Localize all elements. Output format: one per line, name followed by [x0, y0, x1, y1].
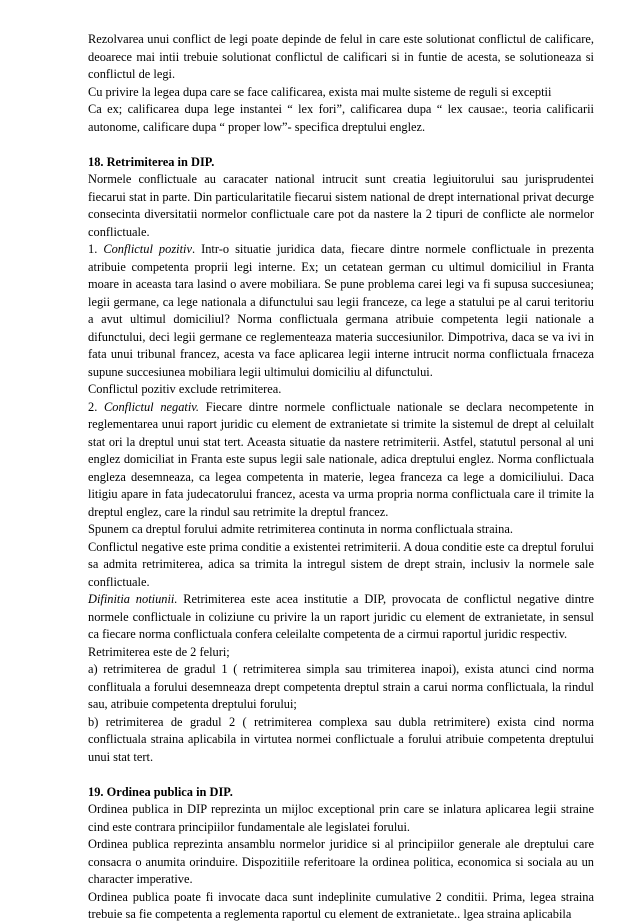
- paragraph: Spunem ca dreptul forului admite retrimiterea continuta in norma conflictuala straina.: [88, 522, 513, 536]
- paragraph: Ordinea publica in DIP reprezinta un mijloc exceptional prin care se inlatura aplicarea legii straine cind este contrara principiilor fundamentale ale legislatei forului.: [88, 802, 594, 834]
- section-heading: 18. Retrimiterea in DIP.: [88, 154, 215, 169]
- paragraph-spacer: [88, 136, 594, 154]
- paragraph: Normele conflictuale au caracater national intrucit sunt creatia legiuitorului sau jurisprudentei fiecarui stat in parte. Din particularitatile fiecarui sistem national de drept international privat decurge consecinta diversitatii normelor conflictuale care pot da nastere la 2 tipuri de conflicte ale normelor conflictuale.: [88, 172, 594, 239]
- paragraph-lead: 2.: [88, 399, 105, 414]
- paragraph: Retrimiterea este de 2 feluri;: [88, 644, 230, 659]
- paragraph: Ca ex; calificarea dupa lege instantei “ lex fori”, calificarea dupa “ lex causae:, teoria calificarii autonome, calificare dupa “ proper low”- specifica dreptului englez.: [88, 102, 594, 134]
- italic-term: Conflictul pozitiv: [103, 242, 192, 256]
- paragraph: Rezolvarea unui conflict de legi poate depinde de felul in care este solutionat conflictul de calificare, deoarece mai intii trebuie solutionat conflictul de calificari si in funtie de acesta, se solutioneaza si conflictul de legi.: [88, 32, 594, 81]
- paragraph: Conflictul pozitiv exclude retrimiterea.: [88, 382, 282, 396]
- paragraph: [88, 399, 594, 522]
- paragraph: Conflictul negative este prima conditie a existentei retrimiterii. A doua conditie este ca dreptul forului sa admita retrimiterea, adica sa trimita la intregul sistem de drept strain, inclusiv la normele sale conflictuale.: [88, 539, 594, 589]
- paragraph: Ordinea publica reprezinta ansamblu normelor juridice si al principiilor generale ale dreptului care consacra o anumita orinduire. Dispozitiile referitoare la ordinea politica, economica si sociala au un character imperative.: [88, 837, 594, 886]
- paragraph-text: Fiecare dintre normele conflictuale nationale se declara necompetente in reglementarea unui raport juridic cu element de extranietate si trimite la sistemul de drept al celuilalt stat ori la dreptul unui stat tert. Aceasta situatie da nastere retrimiterii. Astfel, statutul personal al uni englez domiciliat in Franta este supus legii sale nationale, adica dreptului englez. Norma conflictuala engleza desemneaza, ca legea competenta in materie, legea franceza ca lege a domiciliului. Daca litigiu apare in fata judecatorului francez, acesta va urma propria norma conflictuala care il trimite la dreptul englez, care la rindul sau retrimite la dreptul francez.: [88, 399, 594, 519]
- paragraph: b) retrimiterea de gradul 2 ( retrimiterea complexa sau dubla retrimitere) exista cind norma conflictuala straina aplicabila in virtutea normei conflictuale a forului atribuie competenta dreptului unui stat tert.: [88, 714, 594, 764]
- paragraph-text: Retrimiterea este acea institutie a DIP, provocata de conflictul negative dintre normele conflictuale in coliziune cu privire la un raport juridic cu element de extranietate, in sensul ca fiecare norma conflictuala confera celeilalte competenta de a cirmui raportul juridic respectiv.: [88, 592, 594, 641]
- paragraph: [88, 241, 594, 381]
- paragraph-text: . Intr-o situatie juridica data, fiecare dintre normele conflictuale in prezenta atribuie competenta proprii legi interne. Ex; un cetatean german cu ultimul domiciliul in Franta moare in aceasta tara lasind o avere mobiliara. Se pune problema carei legi va fi supusa succesiunea; legii germane, ca lege nationala a difunctului sau legii franceze, ca lege a statului pe al carui teritoriu a avut ultimul domiciliul? Norma conflictuala germana atribuie competenta legii nationale a difunctului, deci legii germane ce reglementeaza materia succesiunilor. Dimpotriva, daca se va ivi in fata unui tribunal francez, acesta va face aplicarea legii interne intrucit norma conflictuala frnaceza supune succesiunea mobiliara legii ultimului domiciliu al difunctului.: [88, 242, 594, 379]
- italic-term: Difinitia notiunii.: [88, 592, 178, 606]
- paragraph: [88, 591, 594, 644]
- paragraph-lead: 1.: [88, 242, 104, 256]
- paragraph: a) retrimiterea de gradul 1 ( retrimiterea simpla sau trimiterea inapoi), exista atunci cind norma conflituala a forului desemneaza drept competenta dreptul strain a carui norma conflictuala, la rindul sau, atribuie competenta dreptului forului;: [88, 662, 594, 711]
- paragraph: Cu privire la legea dupa care se face calificarea, exista mai multe sisteme de reguli si exceptii: [88, 84, 552, 99]
- paragraph: Ordinea publica poate fi invocate daca sunt indeplinite cumulative 2 conditii. Prima, legea straina trebuie sa fie competenta a reglementa raportul cu element de extranietate.. lgea straina aplicabila: [88, 889, 594, 921]
- paragraph-spacer: [88, 766, 594, 784]
- italic-term: Conflictul negativ.: [104, 399, 199, 414]
- section-heading: 19. Ordinea publica in DIP.: [88, 784, 233, 799]
